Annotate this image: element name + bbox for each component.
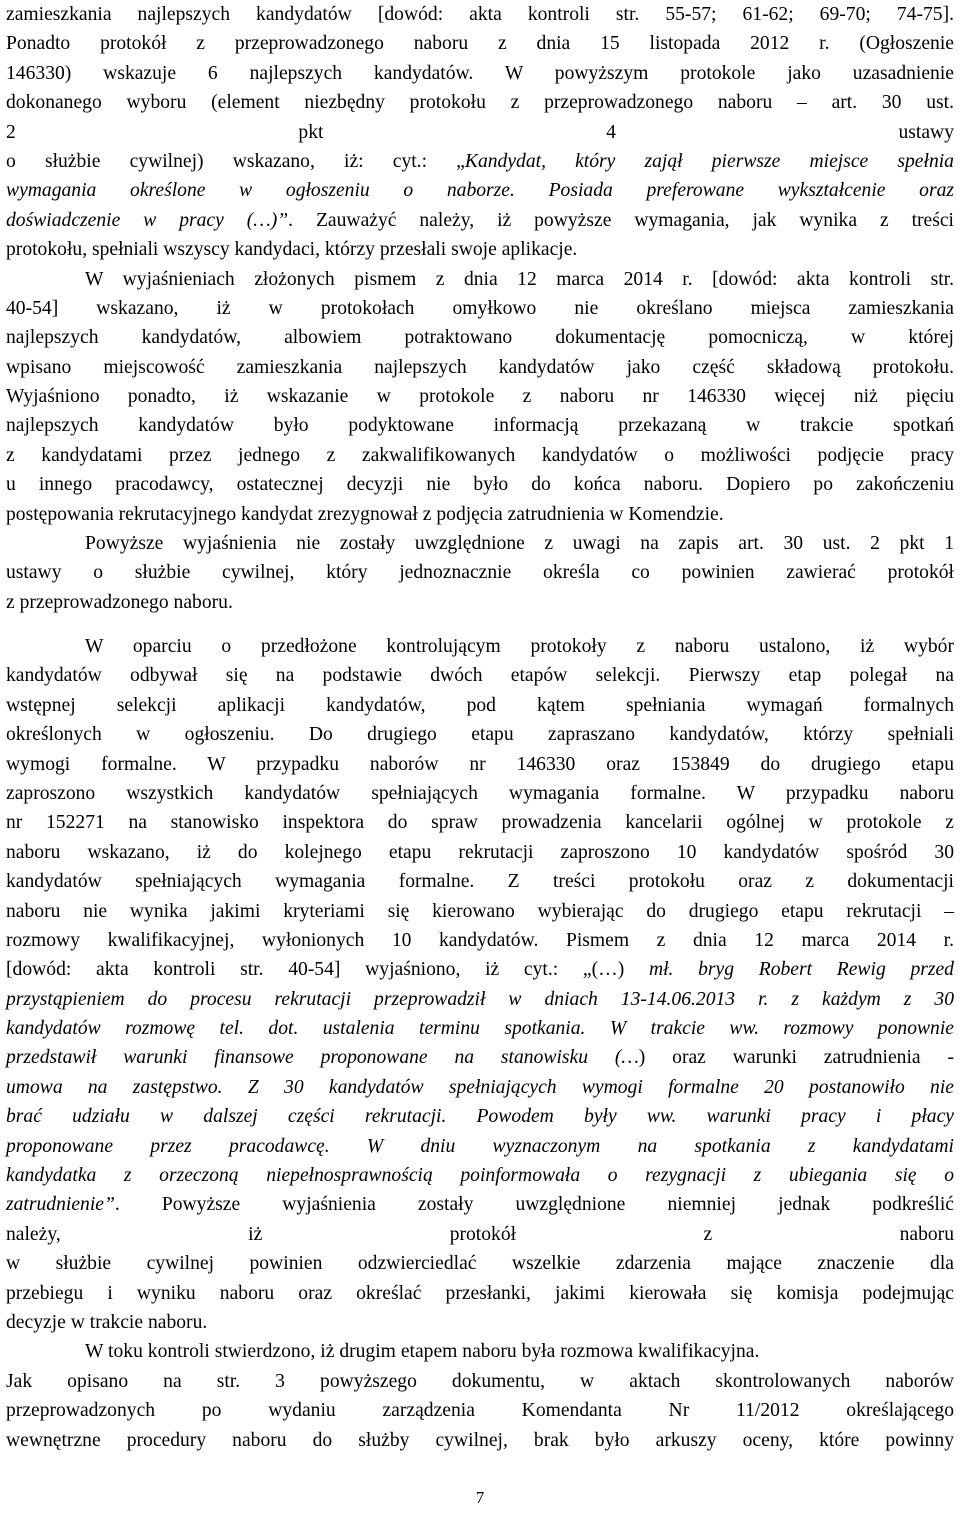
italic-span: mł. bryg Robert Rewig przed <box>648 959 954 981</box>
text-line-italic <box>6 1165 954 1186</box>
text-line: przebiegu i wyniku naboru oraz określać przesłanki, jakimi kierowała się komisja podejmując <box>6 1282 954 1304</box>
text-line: nr 152271 na stanowisko inspektora do spraw prowadzenia kancelarii ogólnej w protokole z <box>6 812 954 834</box>
text-line-italic <box>6 989 954 1010</box>
italic-span: przystąpieniem do procesu rekrutacji przeprowadził w dniach 13-14.06.2013 r. z każdym z 30 <box>6 988 954 1010</box>
text-line: W toku kontroli stwierdzono, iż drugim etapem naboru była rozmowa kwalifikacyjna. <box>85 1341 760 1363</box>
text-line <box>6 1102 954 1131</box>
italic-span: kandydatów rozmowę tel. dot. ustalenia terminu spotkania. W trakcie ww. rozmowy ponownie <box>6 1018 954 1040</box>
text-line: naboru nie wynika jakimi kryteriami się kierowano wybierając do drugiego etapu rekrutacji – <box>6 900 954 922</box>
text-line: z przeprowadzonego naboru. <box>6 591 233 613</box>
text-line <box>6 1043 954 1072</box>
italic-span: proponowane przez pracodawcę. W dniu wyznaczonym na spotkania z kandydatami <box>6 1135 954 1157</box>
italic-span: brać udziału w dalszej części rekrutacji. Powodem były ww. warunki pracy i płacy <box>6 1106 954 1128</box>
text-line: w służbie cywilnej powinien odzwierciedlać wszelkie zdarzenia mające znaczenie dla <box>6 1253 954 1275</box>
text-line: dokonanego wyboru (element niezbędny protokołu z przeprowadzonego naboru – art. 30 ust. <box>6 92 954 114</box>
text-line: W wyjaśnieniach złożonych pismem z dnia 12 marca 2014 r. [dowód: akta kontroli str. <box>85 268 954 290</box>
italic-span: Kandydat, który zajął pierwsze miejsce spełnia <box>464 150 954 172</box>
text-line: decyzje w trakcie naboru. <box>6 1311 208 1333</box>
italic-span: doświadczenie w pracy (…)” <box>6 209 289 231</box>
text-line: kandydatów spełniających wymagania formalne. Z treści protokołu oraz z dokumentacji <box>6 871 954 893</box>
text-line <box>6 955 954 984</box>
text-line <box>6 1132 954 1161</box>
text-line: przeprowadzonych po wydaniu zarządzenia Komendanta Nr 11/2012 określającego <box>6 1400 954 1422</box>
text-line <box>6 1073 954 1102</box>
italic-span: zatrudnienie” <box>6 1194 115 1216</box>
text-line: rozmowy kwalifikacyjnej, wyłonionych 10 kandydatów. Pismem z dnia 12 marca 2014 r. <box>6 929 954 951</box>
text-line <box>6 1014 954 1043</box>
paragraph-block-2 <box>6 632 954 1455</box>
text-line: należy, iż protokół z naboru <box>6 1223 954 1245</box>
page-number: 7 <box>475 1488 485 1507</box>
text-line: Ponadto protokół z przeprowadzonego naboru z dnia 15 listopada 2012 r. (Ogłoszenie <box>6 33 954 55</box>
text-line: Wyjaśniono ponadto, iż wskazanie w protokole z naboru nr 146330 więcej niż pięciu <box>6 386 954 408</box>
text-line: wpisano miejscowość zamieszkania najlepszych kandydatów jako część składową protokołu. <box>6 356 954 378</box>
text-line: Powyższe wyjaśnienia nie zostały uwzględnione z uwagi na zapis art. 30 ust. 2 pkt 1 <box>85 533 954 555</box>
text-line: u innego pracodawcy, ostatecznej decyzji nie było do końca naboru. Dopiero po zakończeniu <box>6 474 954 496</box>
text-line <box>6 1161 954 1190</box>
text-line <box>6 985 954 1014</box>
text-line: naboru wskazano, iż do kolejnego etapu rekrutacji zaproszono 10 kandydatów spośród 30 <box>6 841 954 863</box>
text-line-italic <box>6 1106 954 1127</box>
italic-span: umowa na zastępstwo. Z 30 kandydatów spełniających wymogi formalne 20 postanowiło nie <box>6 1076 954 1098</box>
text-line: wstępnej selekcji aplikacji kandydatów, pod kątem spełniania wymagań formalnych <box>6 694 954 716</box>
text-line-mixed: [dowód: akta kontroli str. 40-54] wyjaśniono, iż cyt.: „(…) mł. bryg Robert Rewig przed <box>6 959 954 981</box>
text-line: protokołu, spełniali wszyscy kandydaci, którzy przesłali swoje aplikacje. <box>6 239 578 261</box>
text-line: 40-54] wskazano, iż w protokołach omyłkowo nie określano miejsca zamieszkania <box>6 297 954 319</box>
text-line: wymogi formalne. W przypadku naborów nr 146330 oraz 153849 do drugiego etapu <box>6 753 954 775</box>
text-line-mixed: przedstawił warunki finansowe proponowane na stanowisku (…) oraz warunki zatrudnienia - <box>6 1047 954 1069</box>
text-line: zaproszono wszystkich kandydatów spełniających wymagania formalne. W przypadku naboru <box>6 782 954 804</box>
text-line-italic <box>6 1018 954 1039</box>
text-line: najlepszych kandydatów było podyktowane informacją przekazaną w trakcie spotkań <box>6 415 954 437</box>
text-line <box>6 1190 954 1219</box>
paragraph-block-1 <box>6 0 954 617</box>
text-line-plain: o służbie cywilnej) wskazano, iż: cyt.: „Kandydat, który zajął pierwsze miejsce spełnia <box>6 150 954 172</box>
text-line: określonych w ogłoszeniu. Do drugiego etapu zapraszano kandydatów, którzy spełniali <box>6 724 954 746</box>
text-line-italic <box>6 180 954 201</box>
italic-span: przedstawił warunki finansowe proponowane na stanowisku (… <box>6 1047 639 1069</box>
text-line: W oparciu o przedłożone kontrolującym protokoły z naboru ustalono, iż wybór <box>85 636 954 657</box>
text-line: 146330) wskazuje 6 najlepszych kandydatów. W powyższym protokole jako uzasadnienie <box>6 62 954 84</box>
text-line-mixed: zatrudnienie”. Powyższe wyjaśnienia zostały uwzględnione niemniej jednak podkreślić <box>6 1194 954 1216</box>
text-line: ustawy o służbie cywilnej, który jednoznacznie określa co powinien zawierać protokół <box>6 562 954 584</box>
text-line: kandydatów odbywał się na podstawie dwóch etapów selekcji. Pierwszy etap polegał na <box>6 665 954 687</box>
text-line: najlepszych kandydatów, albowiem potraktowano dokumentację pomocniczą, w której <box>6 327 954 349</box>
italic-span: kandydatka z orzeczoną niepełnosprawnością poinformowała o rezygnacji z ubiegania się o <box>6 1165 954 1187</box>
text-line-italic <box>6 1077 954 1098</box>
text-line: wewnętrzne procedury naboru do służby cywilnej, brak było arkuszy oceny, które powinny <box>6 1429 954 1451</box>
text-line: 2 pkt 4 ustawy <box>6 121 954 143</box>
text-line: zamieszkania najlepszych kandydatów [dowód: akta kontroli str. 55-57; 61-62; 69-70; 74-75]. <box>6 4 954 25</box>
text-line: z kandydatami przez jednego z zakwalifikowanych kandydatów o możliwości podjęcie pracy <box>6 444 954 466</box>
text-line: Jak opisano na str. 3 powyższego dokumentu, w aktach skontrolowanych naborów <box>6 1370 954 1392</box>
text-line-italic <box>6 1136 954 1157</box>
text-line-mixed: doświadczenie w pracy (…)”. Zauważyć należy, iż powyższe wymagania, jak wynika z treści <box>6 209 954 231</box>
text-line <box>6 147 954 176</box>
text-line <box>6 206 954 235</box>
italic-span: wymagania określone w ogłoszeniu o naborze. Posiada preferowane wykształcenie oraz <box>6 180 954 202</box>
text-line <box>6 176 954 205</box>
text-line: postępowania rekrutacyjnego kandydat zrezygnował z podjęcia zatrudnienia w Komendzie. <box>6 503 724 525</box>
